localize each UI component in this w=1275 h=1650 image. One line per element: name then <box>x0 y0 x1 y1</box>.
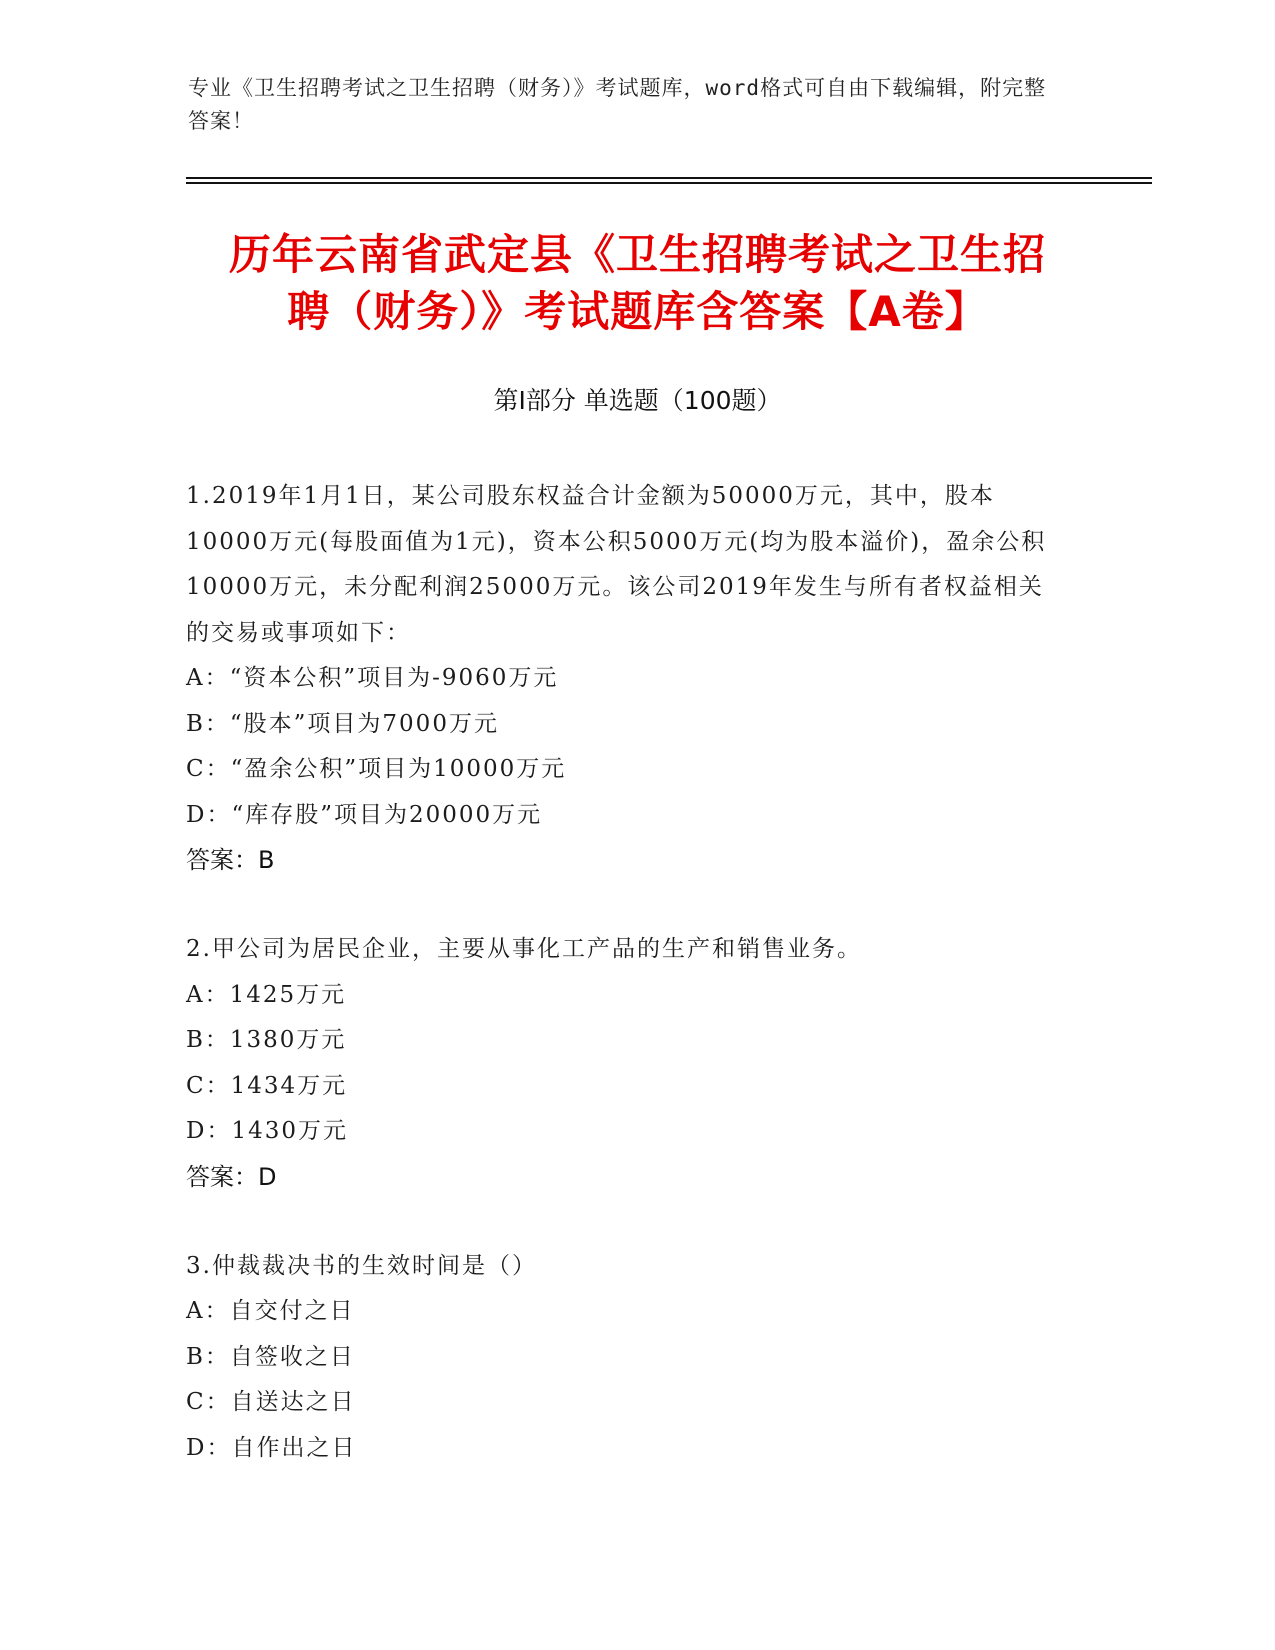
option-d: D：自作出之日 <box>186 1434 357 1461</box>
question-list <box>186 474 1066 1515</box>
option-b: B：自签收之日 <box>186 1343 355 1370</box>
answer: 答案：D <box>186 1162 277 1191</box>
section-title: 第I部分 单选题（100题） <box>493 386 782 415</box>
option-c: C：自送达之日 <box>186 1389 356 1415</box>
question-stem: 2.甲公司为居民企业，主要从事化工产品的生产和销售业务。 <box>186 936 862 962</box>
question-stem: 3.仲裁裁决书的生效时间是（） <box>186 1252 537 1279</box>
header-rule-top <box>186 177 1152 179</box>
header-rule-bottom <box>186 182 1152 184</box>
option-a: A：1425万元 <box>186 981 347 1008</box>
option-c: C：“盈余公积”项目为10000万元 <box>186 756 567 782</box>
option-c: C：1434万元 <box>186 1072 348 1099</box>
document-title-line-1: 历年云南省武定县《卫生招聘考试之卫生招 <box>228 230 1046 279</box>
option-a: A：自交付之日 <box>186 1298 355 1324</box>
header-note: 专业《卫生招聘考试之卫生招聘（财务）》考试题库，word格式可自由下载编辑，附完整答案！ <box>188 76 1047 133</box>
question-3 <box>186 1244 1066 1472</box>
option-b: B：1380万元 <box>186 1027 347 1053</box>
document-title <box>150 226 1125 340</box>
option-d: D：1430万元 <box>186 1118 348 1144</box>
question-stem: 1.2019年1月1日，某公司股东权益合计金额为50000万元，其中，股本10000万元(每股面值为1元)，资本公积5000万元(均为股本溢价)，盈余公积10000万元，未分配利润25000万元。该公司2019年发生与所有者权益相关的交易或事项如下： <box>186 483 1047 646</box>
question-2 <box>186 927 1066 1200</box>
option-d: D：“库存股”项目为20000万元 <box>186 801 543 828</box>
option-b: B：“股本”项目为7000万元 <box>186 710 499 737</box>
answer: 答案：B <box>186 846 275 874</box>
question-1 <box>186 474 1066 883</box>
option-a: A：“资本公积”项目为-9060万元 <box>186 665 559 691</box>
document-title-line-2: 聘（财务）》考试题库含答案【A卷】 <box>287 287 988 336</box>
